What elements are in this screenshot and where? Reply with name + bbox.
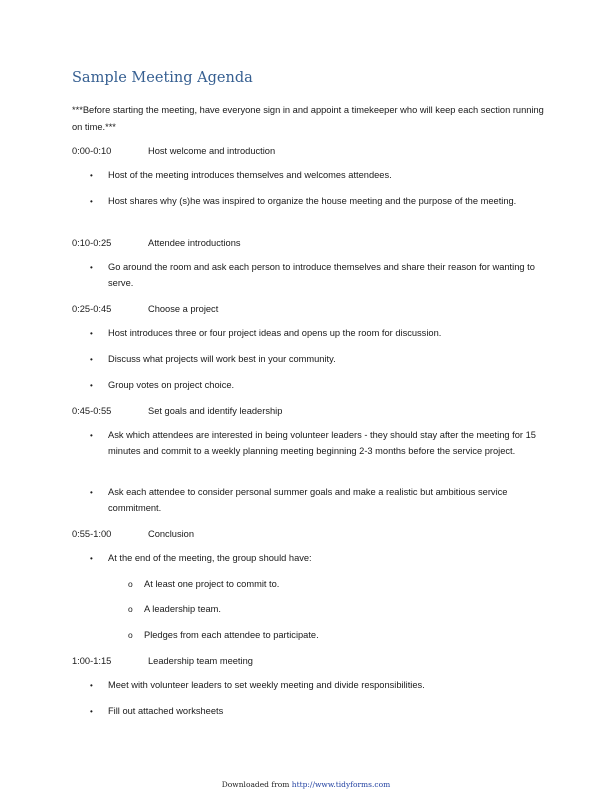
section-heading: Host welcome and introduction — [148, 146, 276, 156]
bullet-item — [90, 678, 540, 694]
footer-link[interactable]: http://www.tidyforms.com — [291, 780, 391, 789]
section-heading: Choose a project — [148, 304, 219, 314]
bullet-text: Host of the meeting introduces themselves and welcomes attendees. — [108, 170, 392, 180]
bullet-icon: • — [90, 263, 93, 272]
bullet-icon: • — [90, 355, 93, 364]
bullet-item — [90, 194, 540, 210]
bullet-icon: • — [90, 554, 93, 563]
bullet-item — [90, 378, 540, 394]
bullet-item — [90, 326, 540, 342]
bullet-icon: • — [90, 381, 93, 390]
bullet-icon: • — [90, 171, 93, 180]
bullet-icon: • — [90, 329, 93, 338]
bullet-text: Ask each attendee to consider personal summer goals and make a realistic but ambitious service commitment. — [108, 487, 508, 513]
bullet-text: Fill out attached worksheets — [108, 706, 224, 716]
agenda-section-0 — [72, 145, 275, 157]
sub-bullet-text: A leadership team. — [144, 604, 222, 614]
bullet-text: Host introduces three or four project ideas and opens up the room for discussion. — [108, 328, 442, 338]
bullet-item — [90, 485, 540, 516]
section-time: 0:00-0:10 — [72, 146, 112, 156]
bullet-icon: • — [90, 197, 93, 206]
sub-bullet-icon: o — [128, 579, 133, 589]
bullet-item — [90, 428, 540, 459]
intro-note: ***Before starting the meeting, have everyone sign in and appoint a timekeeper who will keep each section running on time.*** — [72, 105, 544, 132]
agenda-section-5 — [72, 655, 253, 667]
sub-bullet-item — [128, 603, 548, 615]
section-time: 0:55-1:00 — [72, 529, 112, 539]
sub-bullet-text: At least one project to commit to. — [144, 579, 280, 589]
bullet-text: Meet with volunteer leaders to set weekly meeting and divide responsibilities. — [108, 680, 425, 690]
section-time: 0:25-0:45 — [72, 304, 112, 314]
bullet-icon: • — [90, 431, 93, 440]
section-time: 0:45-0:55 — [72, 406, 112, 416]
bullet-icon: • — [90, 707, 93, 716]
sub-bullet-icon: o — [128, 630, 133, 640]
bullet-text: Discuss what projects will work best in your community. — [108, 354, 336, 364]
sub-bullet-item — [128, 578, 548, 590]
agenda-section-4 — [72, 528, 194, 540]
bullet-text: Host shares why (s)he was inspired to organize the house meeting and the purpose of the meeting. — [108, 196, 517, 206]
bullet-item — [90, 551, 540, 567]
bullet-item — [90, 168, 540, 184]
section-time: 0:10-0:25 — [72, 238, 112, 248]
bullet-text: At the end of the meeting, the group should have: — [108, 553, 312, 563]
section-heading: Attendee introductions — [148, 238, 241, 248]
agenda-section-1 — [72, 237, 241, 249]
bullet-item — [90, 352, 540, 368]
bullet-icon: • — [90, 681, 93, 690]
section-heading: Set goals and identify leadership — [148, 406, 283, 416]
agenda-section-3 — [72, 405, 282, 417]
document-title: Sample Meeting Agenda — [72, 70, 253, 86]
bullet-text: Ask which attendees are interested in being volunteer leaders - they should stay after the meeting for 15 minutes and commit to a weekly planning meeting beginning 2-3 months before the service project. — [108, 430, 536, 456]
section-heading: Conclusion — [148, 529, 194, 539]
sub-bullet-item — [128, 629, 548, 641]
sub-bullet-icon: o — [128, 604, 133, 614]
section-time: 1:00-1:15 — [72, 656, 112, 666]
bullet-item — [90, 704, 540, 720]
bullet-text: Group votes on project choice. — [108, 380, 235, 390]
bullet-text: Go around the room and ask each person to introduce themselves and share their reason for wanting to serve. — [108, 262, 535, 288]
bullet-icon: • — [90, 488, 93, 497]
section-heading: Leadership team meeting — [148, 656, 253, 666]
agenda-section-2 — [72, 303, 218, 315]
bullet-item — [90, 260, 540, 291]
footer-prefix: Downloaded from — [221, 780, 292, 789]
page-footer — [0, 780, 612, 789]
sub-bullet-text: Pledges from each attendee to participate. — [144, 630, 319, 640]
